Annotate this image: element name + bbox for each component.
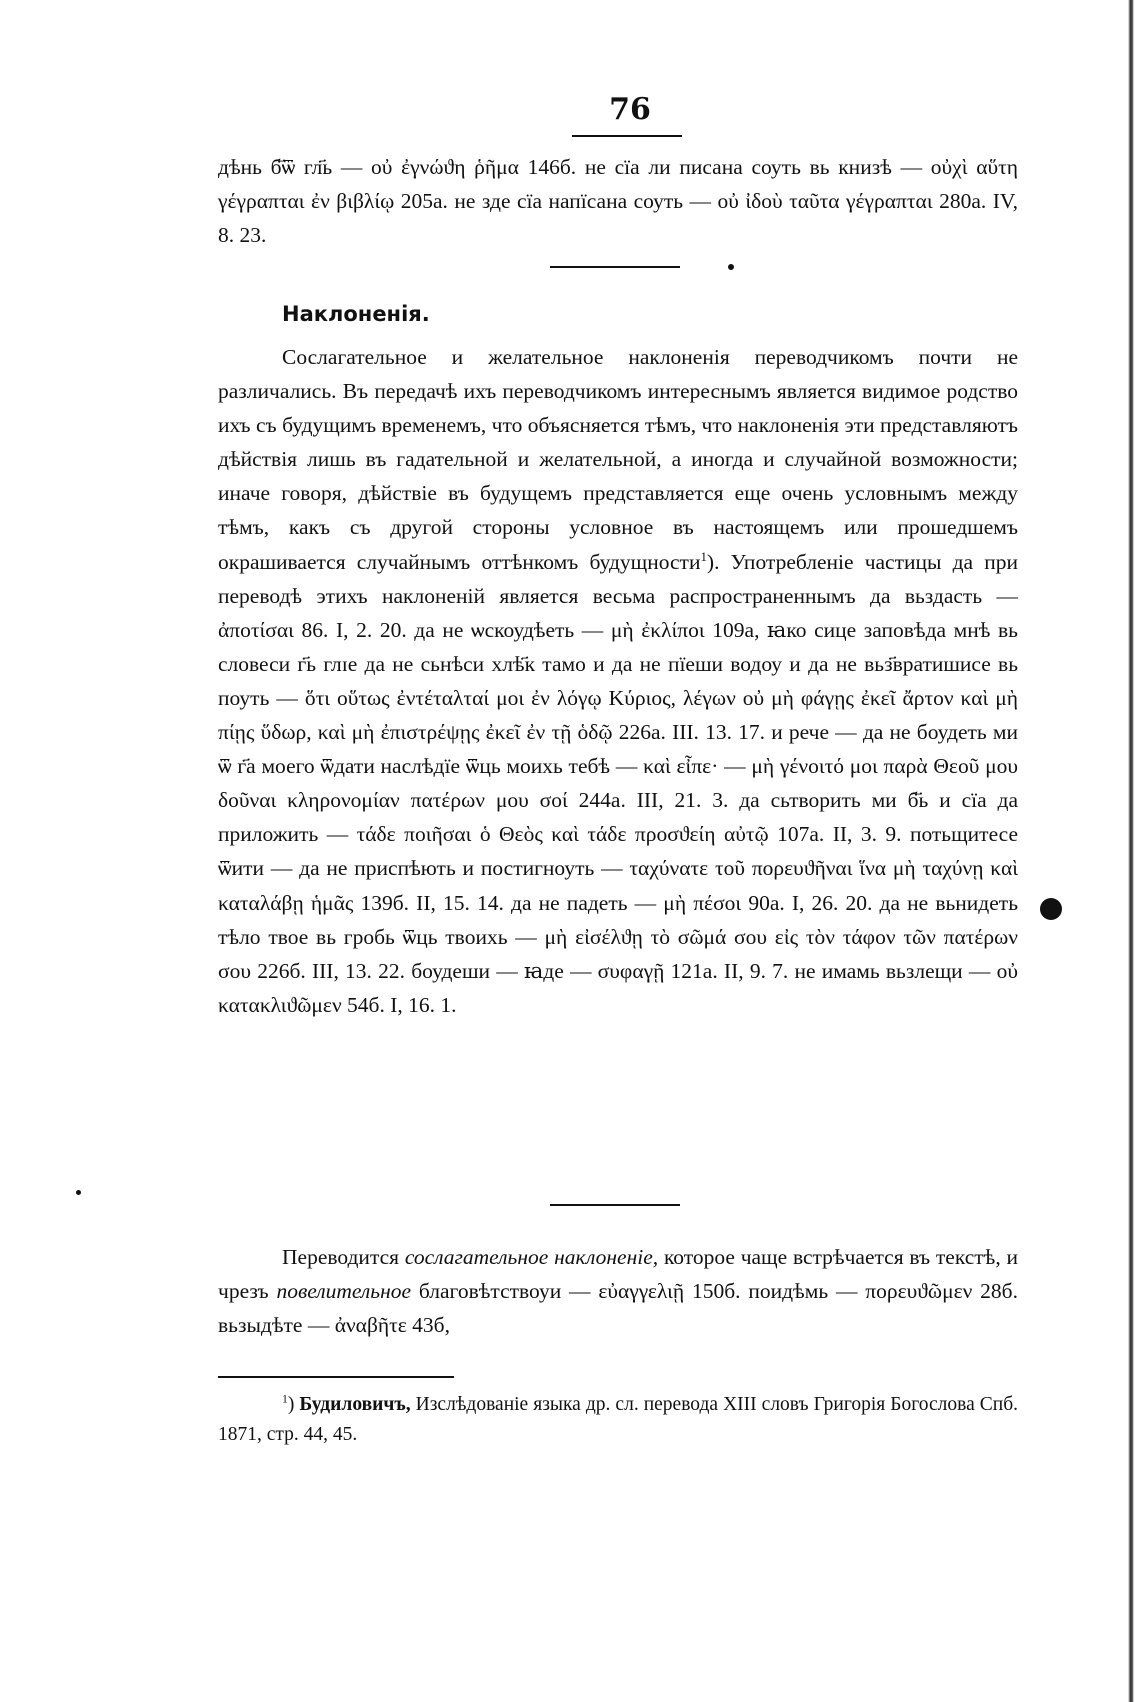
ink-speck-left <box>76 1190 81 1195</box>
ink-speck <box>728 264 734 270</box>
main-paragraph-text: Сослагательное и желательное наклоненія переводчикомъ почти не различались. Въ передачѣ ихъ переводчикомъ интереснымъ является видимое родство ихъ съ будущимъ временемъ, что объясняется тѣмъ, что наклоненія эти представляютъ дѣйствія лишь въ гадательной и желательной, а иногда и случайной возможности; иначе говоря, дѣйствіе въ будущемъ представляется еще очень условнымъ между тѣмъ, какъ съ другой стороны условное въ настоящемъ или прошедшемъ окрашивается случайнымъ оттѣнкомъ будущности <box>218 345 1018 574</box>
paragraph-divider-rule <box>550 1204 680 1206</box>
main-paragraph-cont: . Употребленіе частицы да при переводѣ этихъ наклоненій является весьма распространеннымъ да вьздасть — ἀποτίσαι 86. I, 2. 20. да не ѡскоудѣеть — μὴ ἐκλίποι 109а, ꙗко сице заповѣда мнѣ вь словеси г҃ь глɪе да не сьнѣси хлѣ҃к тамо и да не пїеши водоу и да не вьз҃вратишисе вь поуть — ὅτι οὕτως ἐντέταλταί μοι ἐν λόγῳ Κύριος, λέγων οὐ μὴ φάγῃς ἐκεῖ ἄρτον καὶ μὴ πίῃς ὕδωρ, καὶ μὴ ἐπιστρέψῃς ἐκεῖ ἐν τῇ ὁδῷ 226а. III. 13. 17. и рече — да не боудеть ми ѿ г҃а моего ѿдати наслѣдїе ѿць моихь тебѣ — καὶ εἶπε· — μὴ γένοιτό μοι παρὰ Θεοῦ μου δοῦναι κληρονομίαν πατέρων μου σοί 244а. III, 21. 3. да сьтворить ми б҃ь и сїа да приложить — τάδε ποιῆσαι ὁ Θεὸς καὶ τάδε προσϑείη αὐτῷ 107а. II, 3. 9. потьщитесе ѿити — да не приспѣють и постигноуть — ταχύνατε τοῦ πορευϑῆναι ἵνα μὴ ταχύνῃ καὶ καταλάβῃ ἡμᾶς 139б. II, 15. 14. да не падеть — μὴ πέσοι 90а. I, 26. 20. да не вьнидеть тѣло твое вь гробь ѿць твоихь — μὴ εἰσέλϑῃ τὸ σῶμά σου εἰς τὸν τάφον τῶν πατέρων σου 226б. III, 13. 22. боудеши — ꙗде — συφαγῇ 121а. II, 9. 7. не имамь вьзлещи — οὐ κατακλιϑῶμεν 54б. I, 16. 1. <box>218 549 1018 1017</box>
last-paragraph <box>218 1240 1018 1342</box>
page-spine-shadow <box>1128 0 1134 1702</box>
last-paragraph-em2: повелительное <box>276 1279 412 1304</box>
last-paragraph-t1: Переводится <box>282 1245 405 1269</box>
footnote-author: Будиловичъ, <box>299 1394 411 1415</box>
footnote-text: Изслѣдованіе языка др. сл. перевода XIII словъ Григорія Богослова Спб. 1871, стр. 44, 45. <box>218 1394 1018 1445</box>
footnote-ref: 1 <box>700 549 707 564</box>
last-paragraph-t3: благовѣтствоуи — εὐαγγελιῇ 150б. поидѣмь — πορευϑῶμεν 28б. вьзыдѣте — ἀναβῆτε 43б, <box>218 1279 1018 1338</box>
section-heading: Наклоненія. <box>282 302 430 326</box>
last-paragraph-em1: сослагательное наклоненіе, <box>404 1245 659 1269</box>
main-paragraph: Сослагательное и желательное наклоненія переводчикомъ почти не различались. Въ передачѣ ихъ переводчикомъ интереснымъ является видимое родство ихъ съ будущимъ временемъ, что объясняется тѣмъ, что наклоненія эти представляютъ дѣйствія лишь въ гадательной и желательной, а иногда и случайной возможности; иначе говоря, дѣйствіе въ будущемъ представляется еще очень условнымъ между тѣмъ, какъ съ другой стороны условное въ настоящемъ или прошедшемъ окрашивается случайнымъ оттѣнкомъ будущности$^1$). Употребленіе частицы да при переводѣ этихъ наклоненій является весьма распространеннымъ да вьздасть — ἀποτίσαι 86. I, 2. 20. да не ѡскоудѣеть — μὴ ἐκλίποι 109а, ꙗко сице заповѣда мнѣ вь словеси г҃ь глɪе да не сьнѣси хлѣ҃к тамо и да не пїеши водоу и да не вьз҃вратишисе вь поуть — ὅτι οὕτως ἐντέταλταί μοι ἐν λόγῳ Κύριος, λέγων οὐ μὴ φάγῃς ἐκεῖ ἄρτον καὶ μὴ πίῃς ὕδωρ, καὶ μὴ ἐπιστρέψῃς ἐκεῖ ἐν τῇ ὁδῷ 226а. III. 13. 17. и рече — да не боудеть ми ѿ г҃а моего ѿдати наслѣдїе ѿць моихь тебѣ — καὶ εἶπε· — μὴ γένοιτό μοι παρὰ Θεοῦ μου δοῦναι κληρονομίαν πατέρων μου σοί 244а. III, 21. 3. да сьтворить ми б҃ь и сїа да приложить — τάδε ποιῆσαι ὁ Θεὸς καὶ τάδε προσϑείη αὐτῷ 107а. II, 3. 9. потьщитесе ѿити — да не приспѣють и постигноуть — ταχύνατε τοῦ πορευϑῆναι ἵνα μὴ ταχύνῃ καὶ καταλάβῃ ἡμᾶς 139б. II, 15. 14. да не падеть — μὴ πέσοι 90а. I, 26. 20. да не вьнидеть тѣло твое вь гробь ѿць твоихь — μὴ εἰσέλϑῃ τὸ σῶμά σου εἰς τὸν τάφον τῶν πατέρων σου 226б. III, 13. 22. боудеши — ꙗде — συφαγῇ 121а. II, 9. 7. не имамь вьзлещи — οὐ κατακλιϑῶμεν 54б. I, 16. 1. <box>218 345 1018 1017</box>
footnote-separator <box>218 1376 454 1378</box>
ink-blot <box>1040 898 1062 920</box>
section-divider-rule <box>550 266 680 268</box>
top-paragraph-text: дѣнь б҃ѿ гл҃ь — οὐ ἐγνώϑη ῥῆμα 146б. не сїа ли писана соуть вь книзѣ — οὐχὶ αὕτη γέγραπται ἐν βιβλίῳ 205а. не зде сїа напїсана соуть — οὐ ἰδοὺ ταῦτα γέγραπται 280а. IV, 8. 23. <box>218 155 1018 248</box>
footnote-marker: 1 <box>282 1392 288 1406</box>
top-paragraph <box>218 150 1018 252</box>
last-paragraph-t2: которое чаще встрѣчается въ текстѣ, и чрезъ <box>218 1245 1018 1304</box>
page-number-rule <box>572 135 682 137</box>
footnote: $^1$) Будиловичъ, Изслѣдованіе языка др. сл. перевода XIII словъ Григорія Богослова Спб. 1871, стр. 44, 45. <box>218 1392 1018 1445</box>
page-number: 76 <box>609 92 651 127</box>
